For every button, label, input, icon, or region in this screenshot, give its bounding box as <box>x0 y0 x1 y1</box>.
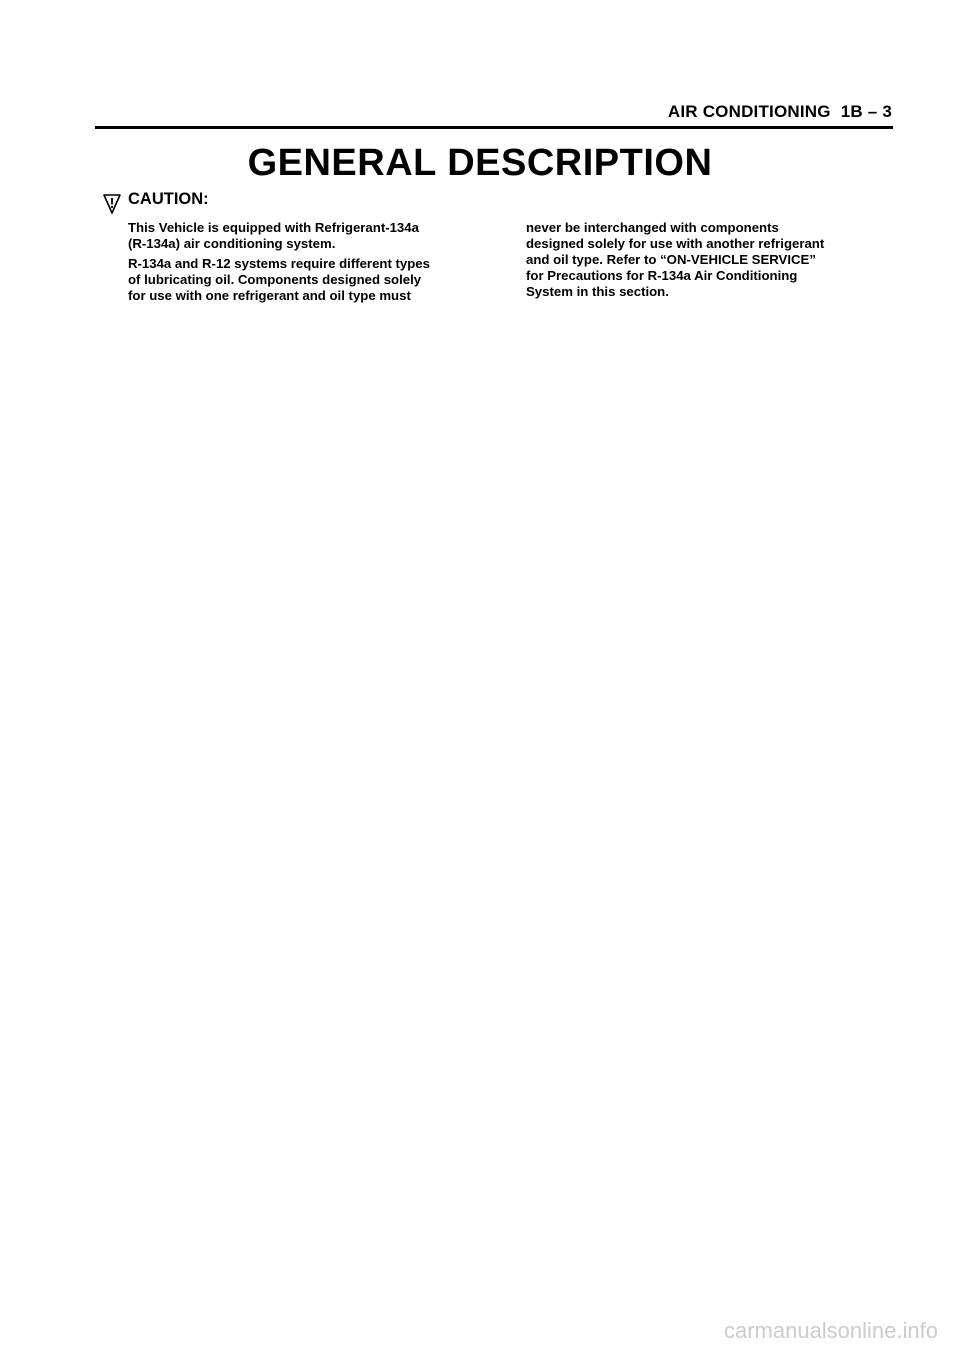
section-title: AIR CONDITIONING <box>667 102 831 121</box>
caution-text-right-column <box>526 220 896 304</box>
caution-paragraph: This Vehicle is equipped with Refrigerant-134a (R-134a) air conditioning system. <box>128 220 419 251</box>
caution-paragraph: R-134a and R-12 systems require different types of lubricating oil. Components designed solely for use with one refrigerant and oil type must <box>128 256 430 303</box>
watermark: carmanualsonline.info <box>723 1318 938 1343</box>
caution-warning-icon <box>103 194 121 214</box>
page-title: GENERAL DESCRIPTION <box>247 142 713 184</box>
running-header <box>668 102 892 122</box>
caution-heading: CAUTION: <box>128 190 209 208</box>
page-number: 1B – 3 <box>840 102 892 121</box>
caution-paragraph: never be interchanged with components designed solely for use with another refrigerant and oil type. Refer to “ON-VEHICLE SERVICE” for Precautions for R-134a Air Conditioning System in this section. <box>526 220 825 299</box>
header-rule <box>95 126 893 129</box>
caution-text-left-column <box>128 220 488 308</box>
